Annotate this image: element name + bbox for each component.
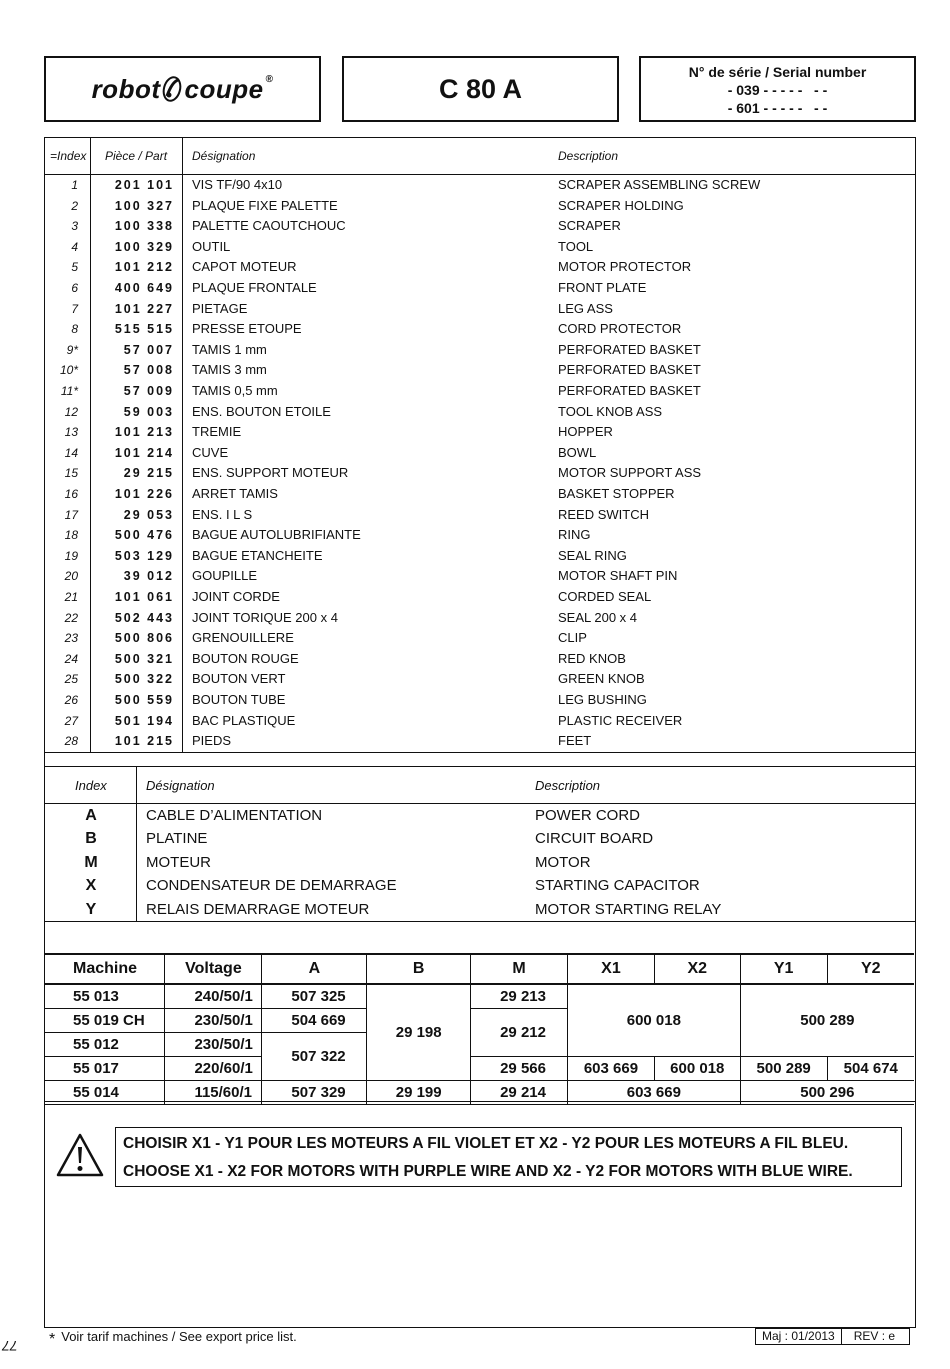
warning-box bbox=[115, 1127, 902, 1187]
machine-table bbox=[44, 922, 916, 1102]
voltage-cell: 115/60/1 bbox=[165, 1081, 262, 1105]
part-designation: TAMIS 0,5 mm bbox=[192, 383, 278, 398]
table-row bbox=[45, 216, 915, 237]
part-description: CLIP bbox=[558, 630, 587, 646]
warning-line-fr: CHOISIR X1 - Y1 POUR LES MOTEURS A FIL VIOLET ET X2 - Y2 POUR LES MOTEURS A FIL BLEU. bbox=[123, 1135, 849, 1152]
part-description: PERFORATED BASKET bbox=[558, 341, 701, 357]
brand-logo bbox=[44, 56, 321, 122]
part-designation: BAGUE ETANCHEITE bbox=[192, 547, 323, 563]
table-row bbox=[45, 731, 915, 752]
part-number: 500 559 bbox=[114, 693, 174, 707]
part-designation: PALETTE CAOUTCHOUC bbox=[192, 218, 346, 234]
y1-cell: 500 289 bbox=[740, 1057, 827, 1081]
part-number: 500 806 bbox=[114, 631, 174, 646]
part-designation: PLAQUE FRONTALE bbox=[192, 280, 317, 295]
part-number: 29 215 bbox=[123, 466, 174, 481]
part-number: 101 213 bbox=[114, 425, 174, 440]
part-index: 27 bbox=[64, 713, 78, 728]
table-row bbox=[45, 898, 915, 921]
part-description: TOOL KNOB ASS bbox=[558, 403, 663, 419]
part-designation: PRESSE ETOUPE bbox=[192, 321, 302, 337]
revision-box bbox=[755, 1328, 910, 1345]
table-row bbox=[45, 669, 915, 690]
machine-grid bbox=[44, 953, 914, 1105]
table-row bbox=[45, 463, 915, 484]
part-number: 500 322 bbox=[114, 672, 174, 687]
part-designation: GOUPILLE bbox=[192, 568, 258, 584]
part-index: 9* bbox=[66, 342, 78, 357]
col-x1: X1 bbox=[568, 954, 655, 984]
table-row bbox=[45, 566, 915, 587]
voltage-cell: 230/50/1 bbox=[165, 1033, 262, 1057]
part-number: 100 327 bbox=[114, 198, 174, 213]
logo-text-right: coupe bbox=[184, 73, 264, 104]
voltage-cell: 240/50/1 bbox=[165, 984, 262, 1009]
table-row bbox=[45, 628, 915, 649]
part-index: 1 bbox=[71, 178, 78, 192]
part-index: 13 bbox=[64, 425, 78, 440]
part-description: MOTOR SHAFT PIN bbox=[558, 568, 678, 584]
machine-cell: 55 012 bbox=[44, 1033, 165, 1057]
col-m: M bbox=[471, 954, 568, 984]
part-index: 24 bbox=[64, 651, 78, 666]
part-index: 2 bbox=[71, 198, 78, 213]
part-description: PERFORATED BASKET bbox=[558, 362, 701, 378]
part-index: 26 bbox=[64, 693, 78, 707]
table-row bbox=[45, 340, 915, 361]
serial-line-2: - 601 - - - - - - - bbox=[727, 100, 828, 116]
elec-header-index: Index bbox=[75, 778, 107, 793]
part-description: TOOL bbox=[558, 238, 594, 254]
part-designation: TAMIS 3 mm bbox=[192, 362, 267, 378]
part-description: BASKET STOPPER bbox=[558, 486, 675, 501]
col-b: B bbox=[367, 954, 471, 984]
table-row bbox=[44, 984, 914, 1009]
model-title: C 80 A bbox=[342, 56, 619, 122]
part-designation: CAPOT MOTEUR bbox=[192, 259, 297, 275]
part-index: 6 bbox=[71, 281, 78, 295]
part-description: GREEN KNOB bbox=[558, 671, 645, 687]
table-row bbox=[45, 874, 915, 897]
component-description: POWER CORD bbox=[535, 807, 640, 824]
component-description: STARTING CAPACITOR bbox=[535, 877, 700, 895]
machine-cell: 55 017 bbox=[44, 1057, 165, 1081]
part-designation: ENS. BOUTON ETOILE bbox=[192, 403, 331, 419]
part-number: 100 329 bbox=[114, 239, 174, 254]
electrical-table bbox=[44, 767, 916, 922]
part-designation: BOUTON VERT bbox=[192, 671, 286, 687]
voltage-cell: 230/50/1 bbox=[165, 1009, 262, 1033]
part-description: REED SWITCH bbox=[558, 506, 649, 522]
component-index: B bbox=[85, 830, 97, 848]
logo-registered-mark: ® bbox=[265, 73, 274, 85]
part-designation: ENS. SUPPORT MOTEUR bbox=[192, 465, 349, 481]
part-index: 3 bbox=[71, 219, 78, 234]
elec-header-designation: Désignation bbox=[146, 778, 215, 793]
y-cell-merged: 500 289 bbox=[740, 984, 914, 1057]
table-row bbox=[45, 175, 915, 196]
part-index: 28 bbox=[64, 734, 78, 749]
machine-cell: 55 013 bbox=[44, 984, 165, 1009]
update-date: Maj : 01/2013 bbox=[762, 1329, 835, 1343]
part-number: 57 009 bbox=[123, 384, 174, 398]
page-number: 77 bbox=[2, 1338, 18, 1354]
component-index: X bbox=[85, 877, 97, 895]
part-designation: JOINT TORIQUE 200 x 4 bbox=[192, 609, 338, 625]
part-description: FEET bbox=[558, 733, 592, 749]
m-cell: 29 213 bbox=[471, 984, 568, 1009]
serial-title: N° de série / Serial number bbox=[688, 64, 867, 80]
table-row bbox=[45, 422, 915, 443]
component-designation: CABLE D’ALIMENTATION bbox=[146, 807, 323, 824]
col-machine: Machine bbox=[44, 954, 165, 984]
part-designation: TREMIE bbox=[192, 424, 242, 440]
part-number: 500 476 bbox=[114, 528, 174, 543]
table-row bbox=[45, 546, 915, 567]
part-designation: BAC PLASTIQUE bbox=[192, 712, 296, 728]
part-number: 57 008 bbox=[123, 363, 174, 378]
part-designation: ARRET TAMIS bbox=[192, 486, 278, 501]
component-designation: RELAIS DEMARRAGE MOTEUR bbox=[146, 900, 370, 918]
col-a: A bbox=[262, 954, 367, 984]
part-designation: TAMIS 1 mm bbox=[192, 341, 267, 357]
part-description: SCRAPER HOLDING bbox=[558, 197, 684, 213]
part-description: PLASTIC RECEIVER bbox=[558, 712, 683, 728]
m-cell: 29 566 bbox=[471, 1057, 568, 1081]
component-description: MOTOR STARTING RELAY bbox=[535, 900, 722, 918]
x2-cell: 600 018 bbox=[654, 1057, 740, 1081]
table-row bbox=[44, 1057, 914, 1081]
part-number: 101 215 bbox=[114, 734, 174, 749]
col-voltage: Voltage bbox=[165, 954, 262, 984]
elec-header-description: Description bbox=[535, 778, 601, 793]
col-x2: X2 bbox=[654, 954, 740, 984]
note-area bbox=[44, 1102, 916, 1328]
component-designation: MOTEUR bbox=[146, 853, 211, 871]
a-cell: 507 325 bbox=[262, 984, 367, 1009]
table-row bbox=[45, 196, 915, 217]
part-designation: BOUTON TUBE bbox=[192, 692, 286, 707]
col-y1: Y1 bbox=[740, 954, 827, 984]
part-description: SCRAPER bbox=[558, 218, 621, 234]
b-cell-merged: 29 198 bbox=[367, 984, 471, 1081]
header-description: Description bbox=[558, 149, 619, 163]
warning-line-en: CHOOSE X1 - X2 FOR MOTORS WITH PURPLE WIRE AND X2 - Y2 FOR MOTORS WITH BLUE WIRE. bbox=[123, 1163, 853, 1180]
table-row bbox=[45, 319, 915, 340]
part-designation: PIETAGE bbox=[192, 300, 248, 316]
table-row bbox=[45, 587, 915, 608]
part-number: 29 053 bbox=[123, 507, 174, 522]
table-row bbox=[45, 690, 915, 711]
part-description: CORD PROTECTOR bbox=[558, 321, 682, 337]
x-cell-merged: 600 018 bbox=[568, 984, 741, 1057]
part-number: 100 338 bbox=[114, 219, 174, 234]
part-number: 57 007 bbox=[123, 342, 174, 357]
header-designation: Désignation bbox=[192, 149, 256, 163]
table-row bbox=[45, 711, 915, 732]
table-row bbox=[45, 608, 915, 629]
part-index: 22 bbox=[64, 610, 78, 625]
table-row bbox=[45, 649, 915, 670]
part-description: MOTOR SUPPORT ASS bbox=[558, 465, 702, 481]
part-number: 101 212 bbox=[114, 260, 174, 275]
parts-bottom-divider bbox=[45, 752, 915, 753]
elec-header-row bbox=[45, 767, 915, 804]
m-cell: 29 214 bbox=[471, 1081, 568, 1105]
machine-header-row bbox=[44, 954, 914, 984]
part-designation: ENS. I L S bbox=[192, 506, 253, 522]
part-number: 400 649 bbox=[114, 281, 174, 295]
table-row bbox=[45, 505, 915, 526]
part-description: SEAL RING bbox=[558, 547, 627, 563]
part-index: 16 bbox=[64, 487, 78, 501]
table-row bbox=[45, 443, 915, 464]
y-cell: 500 296 bbox=[740, 1081, 914, 1105]
part-description: MOTOR PROTECTOR bbox=[558, 259, 692, 275]
table-row bbox=[45, 484, 915, 505]
part-number: 39 012 bbox=[123, 569, 174, 584]
part-index: 19 bbox=[64, 548, 78, 563]
part-number: 501 194 bbox=[114, 713, 174, 728]
part-number: 502 443 bbox=[114, 610, 174, 625]
part-number: 101 226 bbox=[114, 487, 174, 501]
serial-number-box bbox=[639, 56, 916, 122]
part-number: 515 515 bbox=[114, 322, 174, 337]
part-designation: CUVE bbox=[192, 444, 229, 460]
part-designation: PIEDS bbox=[192, 733, 232, 749]
part-designation: JOINT CORDE bbox=[192, 589, 280, 604]
warning-triangle-icon bbox=[55, 1132, 105, 1178]
logo-swirl-icon bbox=[161, 74, 183, 104]
voltage-cell: 220/60/1 bbox=[165, 1057, 262, 1081]
part-index: 8 bbox=[71, 322, 78, 337]
part-index: 21 bbox=[64, 590, 78, 604]
part-number: 201 101 bbox=[114, 178, 174, 192]
col-y2: Y2 bbox=[827, 954, 914, 984]
part-designation: BOUTON ROUGE bbox=[192, 650, 299, 666]
part-description: RED KNOB bbox=[558, 650, 626, 666]
x1-cell: 603 669 bbox=[568, 1057, 655, 1081]
part-index: 5 bbox=[71, 260, 78, 275]
table-row bbox=[45, 381, 915, 402]
part-index: 14 bbox=[64, 445, 78, 460]
footnote-star: * bbox=[49, 1331, 56, 1348]
part-description: LEG ASS bbox=[558, 300, 613, 316]
serial-line-1: - 039 - - - - - - - bbox=[727, 82, 828, 98]
component-description: CIRCUIT BOARD bbox=[535, 830, 654, 848]
component-designation: PLATINE bbox=[146, 830, 208, 848]
table-row bbox=[45, 299, 915, 320]
part-index: 17 bbox=[64, 507, 78, 522]
part-designation: GRENOUILLERE bbox=[192, 630, 294, 646]
part-index: 12 bbox=[64, 404, 78, 419]
machine-cell: 55 019 CH bbox=[44, 1009, 165, 1033]
part-index: 18 bbox=[64, 528, 78, 543]
part-index: 15 bbox=[64, 466, 78, 481]
part-description: PERFORATED BASKET bbox=[558, 383, 701, 398]
part-number: 101 214 bbox=[114, 445, 174, 460]
table-row bbox=[45, 804, 915, 827]
part-description: SCRAPER ASSEMBLING SCREW bbox=[558, 177, 761, 192]
part-index: 4 bbox=[71, 239, 78, 254]
part-index: 25 bbox=[64, 672, 78, 687]
component-description: MOTOR bbox=[535, 853, 591, 871]
table-row bbox=[45, 525, 915, 546]
table-row bbox=[45, 278, 915, 299]
component-index: Y bbox=[85, 900, 97, 918]
table-row bbox=[45, 360, 915, 381]
part-description: FRONT PLATE bbox=[558, 280, 647, 295]
a-cell: 507 329 bbox=[262, 1081, 367, 1105]
b-cell: 29 199 bbox=[367, 1081, 471, 1105]
footnote-text: Voir tarif machines / See export price list. bbox=[61, 1329, 297, 1344]
part-number: 500 321 bbox=[114, 651, 174, 666]
header-index: =Index bbox=[50, 149, 87, 163]
part-number: 101 227 bbox=[114, 301, 174, 316]
part-index: 10* bbox=[59, 363, 78, 378]
table-row bbox=[45, 257, 915, 278]
part-description: LEG BUSHING bbox=[558, 692, 647, 707]
y2-cell: 504 674 bbox=[827, 1057, 914, 1081]
footnote bbox=[49, 1329, 297, 1349]
component-designation: CONDENSATEUR DE DEMARRAGE bbox=[146, 877, 397, 895]
x-cell: 603 669 bbox=[568, 1081, 741, 1105]
part-index: 23 bbox=[64, 631, 78, 646]
part-description: CORDED SEAL bbox=[558, 589, 652, 604]
parts-table bbox=[44, 137, 916, 767]
table-row bbox=[45, 237, 915, 258]
machine-cell: 55 014 bbox=[44, 1081, 165, 1105]
part-number: 101 061 bbox=[114, 590, 174, 604]
part-designation: OUTIL bbox=[192, 238, 231, 254]
m-cell-merged: 29 212 bbox=[471, 1009, 568, 1057]
table-row bbox=[44, 1081, 914, 1105]
component-index: M bbox=[84, 853, 98, 871]
table-row bbox=[45, 827, 915, 850]
a-cell: 504 669 bbox=[262, 1009, 367, 1033]
part-number: 59 003 bbox=[123, 404, 174, 419]
revision-label: REV : e bbox=[841, 1329, 909, 1344]
part-description: HOPPER bbox=[558, 424, 613, 440]
header-part: Pièce / Part bbox=[105, 149, 168, 163]
part-designation: PLAQUE FIXE PALETTE bbox=[192, 197, 338, 213]
component-index: A bbox=[85, 807, 97, 824]
table-row bbox=[45, 851, 915, 874]
part-index: 11* bbox=[60, 384, 78, 398]
part-index: 20 bbox=[64, 569, 78, 584]
part-description: BOWL bbox=[558, 444, 597, 460]
logo-text-left: robot bbox=[91, 73, 161, 104]
part-description: SEAL 200 x 4 bbox=[558, 609, 638, 625]
part-designation: BAGUE AUTOLUBRIFIANTE bbox=[192, 527, 361, 543]
part-index: 7 bbox=[71, 301, 78, 316]
part-number: 503 129 bbox=[114, 548, 174, 563]
part-description: RING bbox=[558, 527, 591, 543]
parts-header-row bbox=[45, 138, 915, 175]
a-cell-merged: 507 322 bbox=[262, 1033, 367, 1081]
part-designation: VIS TF/90 4x10 bbox=[192, 177, 283, 192]
table-row bbox=[45, 402, 915, 423]
